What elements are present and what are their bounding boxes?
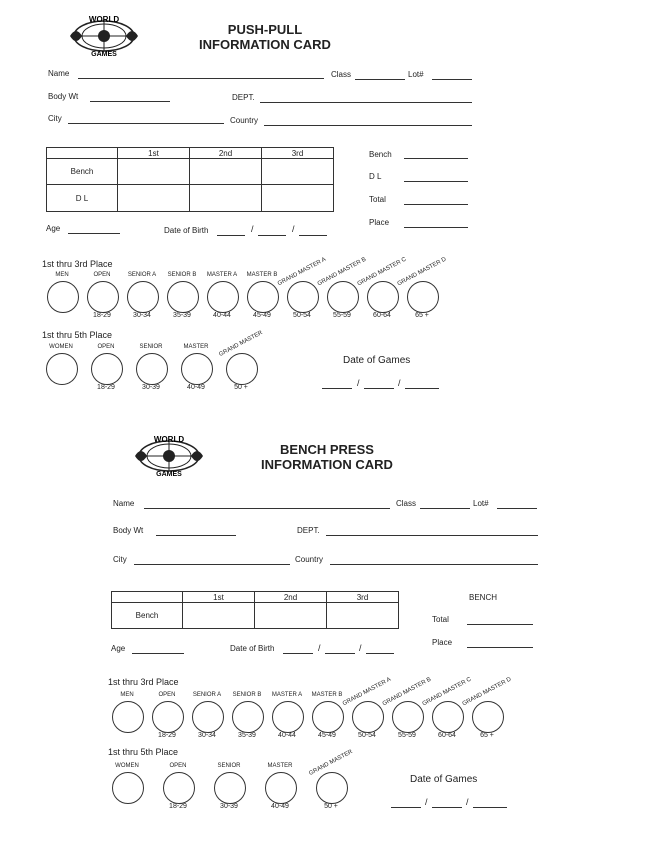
header-3rd: 3rd [327, 592, 399, 603]
category-age-range: 40-44 [278, 732, 296, 739]
section-1st-5th-place: 1st thru 5th Place [42, 330, 113, 340]
body-wt-label: Body Wt [113, 526, 144, 535]
category-age-range: 45-49 [253, 312, 271, 319]
category-circle[interactable] [152, 701, 184, 733]
category-age-range: 30-34 [198, 732, 216, 739]
category-label: GRAND MASTER [308, 749, 354, 777]
bench-1st-cell[interactable] [118, 159, 190, 185]
category-circle[interactable] [312, 701, 344, 733]
category-circle[interactable] [392, 701, 424, 733]
bench-total-field[interactable] [404, 158, 468, 159]
category-circle[interactable] [226, 353, 258, 385]
category-label: MASTER B [246, 272, 278, 278]
category-age-range: 55-59 [333, 312, 351, 319]
row-dl-label: D L [47, 185, 118, 212]
header-3rd: 3rd [262, 148, 334, 159]
category-label: GRAND MASTER B [381, 676, 433, 708]
category-label: GRAND MASTER [218, 330, 264, 358]
dl-2nd-cell[interactable] [190, 185, 262, 212]
games-day-field[interactable] [432, 807, 462, 808]
category-label: GRAND MASTER C [421, 676, 473, 708]
total-field[interactable] [467, 624, 533, 625]
category-age-range: 35-39 [173, 312, 191, 319]
category-label: MEN [120, 692, 134, 698]
age-label: Age [111, 644, 126, 653]
logo-top-text: WORLD [153, 435, 185, 444]
category-circle[interactable] [327, 281, 359, 313]
city-field[interactable] [68, 123, 224, 124]
category-label: MASTER [183, 344, 209, 350]
category-circle[interactable] [46, 353, 78, 385]
table-corner [112, 592, 183, 603]
category-circle[interactable] [352, 701, 384, 733]
category-circle[interactable] [47, 281, 79, 313]
games-day-field[interactable] [364, 388, 394, 389]
category-age-range: 40-49 [271, 803, 289, 810]
category-label: GRAND MASTER A [276, 256, 328, 288]
category-circle[interactable] [181, 353, 213, 385]
category-circle[interactable] [167, 281, 199, 313]
age-field[interactable] [68, 233, 120, 234]
bench-2nd-cell[interactable] [190, 159, 262, 185]
header-1st: 1st [183, 592, 255, 603]
dob-year-field[interactable] [299, 235, 327, 236]
date-of-games-label: Date of Games [343, 355, 411, 366]
category-circle[interactable] [163, 772, 195, 804]
category-circle[interactable] [472, 701, 504, 733]
games-year-field[interactable] [405, 388, 439, 389]
date-of-games-label: Date of Games [410, 774, 478, 785]
dob-day-field[interactable] [325, 653, 355, 654]
place-field[interactable] [404, 227, 468, 228]
category-label: MASTER B [311, 692, 343, 698]
category-label: SENIOR A [127, 272, 157, 278]
card1-title-line2: INFORMATION CARD [199, 37, 331, 52]
card2-title-line1: BENCH PRESS [280, 442, 374, 457]
category-age-range: 50 + [234, 384, 248, 391]
category-age-range: 30-34 [133, 312, 151, 319]
dept-label: DEPT. [232, 93, 255, 102]
class-label: Class [331, 70, 352, 79]
country-label: Country [295, 555, 324, 564]
bench-1st-cell[interactable] [183, 603, 255, 629]
dl-1st-cell[interactable] [118, 185, 190, 212]
category-age-range: 60-64 [438, 732, 456, 739]
header-2nd: 2nd [255, 592, 327, 603]
category-label: GRAND MASTER A [341, 676, 393, 708]
category-label: MEN [55, 272, 69, 278]
body-wt-field[interactable] [156, 535, 236, 536]
category-age-range: 40-44 [213, 312, 231, 319]
lift-attempts-table [46, 147, 334, 212]
games-month-field[interactable] [391, 807, 421, 808]
category-label: GRAND MASTER D [461, 676, 513, 708]
lot-field[interactable] [497, 508, 537, 509]
name-field[interactable] [144, 508, 390, 509]
card2-title [242, 442, 412, 472]
age-label: Age [46, 224, 61, 233]
dept-field[interactable] [326, 535, 538, 536]
country-field[interactable] [330, 564, 538, 565]
category-label: SENIOR A [192, 692, 222, 698]
dl-total-field[interactable] [404, 181, 468, 182]
category-circle[interactable] [367, 281, 399, 313]
category-age-range: 30-39 [220, 803, 238, 810]
logo-top-text: WORLD [88, 15, 120, 24]
category-label: OPEN [169, 763, 187, 769]
row-bench-label: Bench [112, 603, 183, 629]
category-circle[interactable] [432, 701, 464, 733]
dob-day-field[interactable] [258, 235, 286, 236]
logo-bottom-text: GAMES [156, 471, 182, 478]
category-circle[interactable] [112, 701, 144, 733]
lot-field[interactable] [432, 79, 472, 80]
world-games-logo-icon [68, 12, 140, 58]
dept-field[interactable] [260, 102, 472, 103]
category-circle[interactable] [214, 772, 246, 804]
name-label: Name [113, 499, 135, 508]
category-label: GRAND MASTER D [396, 256, 448, 288]
category-age-range: 45-49 [318, 732, 336, 739]
dob-label: Date of Birth [230, 644, 275, 653]
place-field[interactable] [467, 647, 533, 648]
games-month-field[interactable] [322, 388, 352, 389]
category-label: WOMEN [115, 763, 139, 769]
category-age-range: 50 + [324, 803, 338, 810]
category-age-range: 18-29 [93, 312, 111, 319]
class-field[interactable] [420, 508, 470, 509]
dob-month-field[interactable] [217, 235, 245, 236]
category-age-range: 50-54 [293, 312, 311, 319]
world-games-logo-icon [133, 432, 205, 478]
category-age-range: 35-39 [238, 732, 256, 739]
category-circle[interactable] [316, 772, 348, 804]
body-wt-field[interactable] [90, 101, 170, 102]
category-age-range: 18-29 [97, 384, 115, 391]
category-circle[interactable] [272, 701, 304, 733]
category-label: OPEN [97, 344, 115, 350]
lot-label: Lot# [408, 70, 424, 79]
category-circle[interactable] [127, 281, 159, 313]
category-age-range: 55-59 [398, 732, 416, 739]
category-circle[interactable] [247, 281, 279, 313]
header-2nd: 2nd [190, 148, 262, 159]
section-1st-3rd-place: 1st thru 3rd Place [108, 677, 179, 687]
category-circle[interactable] [112, 772, 144, 804]
category-age-range: 65 + [480, 732, 494, 739]
category-label: GRAND MASTER B [316, 256, 368, 288]
category-label: OPEN [93, 272, 111, 278]
lift-attempts-table [111, 591, 399, 629]
category-circle[interactable] [232, 701, 264, 733]
category-age-range: 40-49 [187, 384, 205, 391]
dept-label: DEPT. [297, 526, 320, 535]
city-label: City [48, 114, 62, 123]
country-label: Country [230, 116, 259, 125]
class-label: Class [396, 499, 417, 508]
category-label: WOMEN [49, 344, 73, 350]
class-field[interactable] [355, 79, 405, 80]
category-label: MASTER [267, 763, 293, 769]
total-field[interactable] [404, 204, 468, 205]
card1-title-line1: PUSH-PULL [227, 22, 303, 37]
bench-3rd-cell[interactable] [327, 603, 399, 629]
category-circle[interactable] [287, 281, 319, 313]
lot-label: Lot# [473, 499, 489, 508]
dl-3rd-cell[interactable] [262, 185, 334, 212]
dob-month-field[interactable] [283, 653, 313, 654]
logo-bottom-text: GAMES [91, 51, 117, 58]
dl-total-label: D L [369, 172, 382, 181]
category-age-range: 60-64 [373, 312, 391, 319]
category-label: SENIOR [217, 763, 241, 769]
category-label: MASTER A [206, 272, 238, 278]
bench-2nd-cell[interactable] [255, 603, 327, 629]
category-label: SENIOR B [232, 692, 262, 698]
category-circle[interactable] [265, 772, 297, 804]
total-label: Total [369, 195, 386, 204]
category-circle[interactable] [407, 281, 439, 313]
name-label: Name [48, 69, 70, 78]
category-circle[interactable] [136, 353, 168, 385]
row-bench-label: Bench [47, 159, 118, 185]
card2-title-line2: INFORMATION CARD [261, 457, 393, 472]
bench-total-label: Bench [369, 150, 392, 159]
category-circle[interactable] [192, 701, 224, 733]
category-age-range: 50-54 [358, 732, 376, 739]
age-field[interactable] [132, 653, 184, 654]
category-age-range: 65 + [415, 312, 429, 319]
category-label: SENIOR B [167, 272, 197, 278]
category-label: SENIOR [139, 344, 163, 350]
body-wt-label: Body Wt [48, 92, 79, 101]
category-label: GRAND MASTER C [356, 256, 408, 288]
table-corner [47, 148, 118, 159]
dob-label: Date of Birth [164, 226, 209, 235]
section-1st-5th-place: 1st thru 5th Place [108, 747, 179, 757]
category-age-range: 18-29 [158, 732, 176, 739]
category-label: OPEN [158, 692, 176, 698]
category-age-range: 18-29 [169, 803, 187, 810]
dob-year-field[interactable] [366, 653, 394, 654]
category-circle[interactable] [207, 281, 239, 313]
section-1st-3rd-place: 1st thru 3rd Place [42, 259, 113, 269]
city-label: City [113, 555, 127, 564]
name-field[interactable] [78, 78, 324, 79]
place-label: Place [369, 218, 390, 227]
card1-title [180, 22, 350, 52]
place-label: Place [432, 638, 453, 647]
category-circle[interactable] [87, 281, 119, 313]
bench-3rd-cell[interactable] [262, 159, 334, 185]
games-year-field[interactable] [473, 807, 507, 808]
header-1st: 1st [118, 148, 190, 159]
category-circle[interactable] [91, 353, 123, 385]
city-field[interactable] [134, 564, 290, 565]
country-field[interactable] [264, 125, 472, 126]
total-label: Total [432, 615, 449, 624]
category-age-range: 30-39 [142, 384, 160, 391]
bench-heading: BENCH [469, 593, 498, 602]
category-label: MASTER A [271, 692, 303, 698]
